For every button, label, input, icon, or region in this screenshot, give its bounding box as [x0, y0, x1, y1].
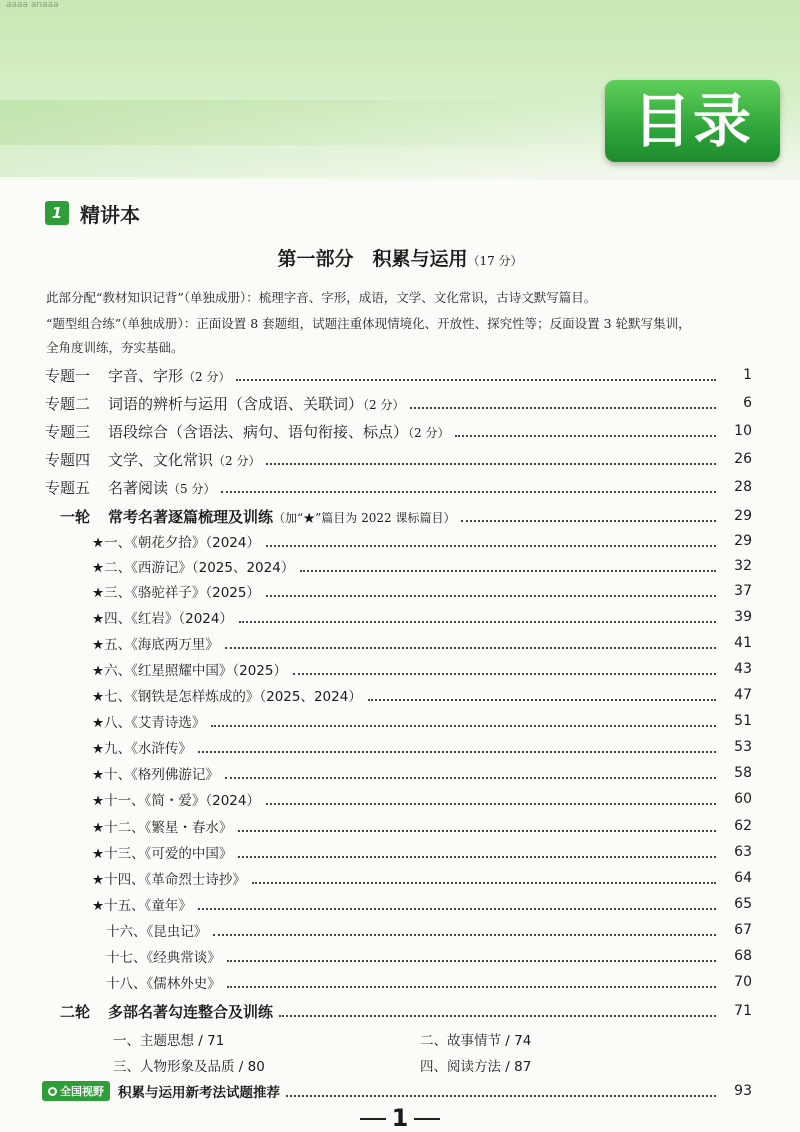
toc-book[interactable] — [0, 708, 800, 734]
topic-number: 专题一 — [45, 366, 91, 385]
leader-dots — [227, 986, 716, 988]
leader-dots — [300, 570, 716, 572]
header-faint-text: aaaa anaaa — [6, 0, 59, 10]
round2-sub[interactable]: 四、阅读方法 / 87 — [420, 1059, 532, 1075]
page-number: 67 — [734, 922, 752, 938]
book-title: ★十五、《童年》 — [92, 898, 192, 914]
round-title: 常考名著逐篇梳理及训练（加“★”篇目为 2022 课标篇目） — [108, 507, 456, 526]
round-number: 二轮 — [60, 1002, 91, 1021]
leader-dots — [236, 379, 716, 381]
round2-subs-row — [0, 1053, 800, 1075]
topic-title: 字音、字形（2 分） — [108, 366, 231, 385]
toc-round-1[interactable] — [0, 503, 800, 529]
dash-right — [414, 1118, 440, 1120]
toc-book[interactable] — [0, 969, 800, 995]
book-title: ★四、《红岩》（2024） — [92, 611, 233, 627]
leader-dots — [455, 435, 716, 437]
section-label: 精讲本 — [80, 203, 140, 227]
leader-dots — [368, 699, 716, 701]
page-number: 64 — [734, 870, 752, 886]
page-number: 1 — [743, 367, 752, 383]
leader-dots — [239, 621, 716, 623]
page-number: 29 — [734, 508, 752, 524]
page-number: 29 — [734, 533, 752, 549]
toc-book[interactable] — [0, 760, 800, 786]
leader-dots — [266, 595, 716, 597]
part-heading — [0, 244, 800, 271]
intro-line: “题型组合练”（单独成册）：正面设置 8 套题组，试题注重体现情境化、开放性、探究性等；反面设置 3 轮默写集训， — [46, 316, 691, 331]
toc-book[interactable] — [0, 786, 800, 812]
page-number: 47 — [734, 687, 752, 703]
toc-book[interactable] — [0, 917, 800, 943]
leader-dots — [286, 1095, 716, 1097]
book-title: ★三、《骆驼祥子》（2025） — [92, 585, 260, 601]
toc-book[interactable] — [0, 682, 800, 708]
page-number: 37 — [734, 583, 752, 599]
book-title: ★十、《格列佛游记》 — [92, 767, 219, 783]
book-title: ★七、《钢铁是怎样炼成的》（2025、2024） — [92, 689, 362, 705]
leader-dots — [238, 830, 716, 832]
book-title: ★八、《艾青诗选》 — [92, 715, 206, 731]
page-number: 26 — [734, 451, 752, 467]
book-title: 十六、《昆虫记》 — [106, 924, 208, 940]
topic-number: 专题二 — [45, 394, 91, 413]
toc-topic-4[interactable] — [0, 446, 800, 472]
national-badge: 全国视野 — [42, 1081, 110, 1101]
round2-sub[interactable]: 二、故事情节 / 74 — [420, 1033, 532, 1049]
page-number: 62 — [734, 818, 752, 834]
book-title: ★十三、《可爱的中国》 — [92, 846, 233, 862]
page-title: 目录 — [632, 87, 753, 155]
round2-subs-row — [0, 1027, 800, 1049]
book-title: ★十一、《简・爱》（2024） — [92, 793, 260, 809]
leader-dots — [221, 491, 716, 493]
leader-dots — [198, 751, 716, 753]
page-number: 68 — [734, 948, 752, 964]
toc-topic-3[interactable] — [0, 418, 800, 444]
toc-book[interactable] — [0, 865, 800, 891]
topic-title: 名著阅读（5 分） — [108, 478, 216, 497]
toc-book[interactable] — [0, 943, 800, 969]
page-number: 65 — [734, 896, 752, 912]
eye-icon — [48, 1087, 57, 1096]
page-number: 6 — [743, 395, 752, 411]
intro-line: 全角度训练，夯实基础。 — [46, 340, 184, 355]
toc-book[interactable] — [0, 553, 800, 579]
page-number: 63 — [734, 844, 752, 860]
book-title: ★九、《水浒传》 — [92, 741, 192, 757]
page-number: 58 — [734, 765, 752, 781]
page-number: 10 — [734, 423, 752, 439]
page-number: 70 — [734, 974, 752, 990]
intro-line: 此部分配“教材知识记背”（单独成册）：梳理字音、字形，成语，文学、文化常识，古诗文默写篇目。 — [46, 290, 597, 305]
leader-dots — [211, 725, 716, 727]
topic-number: 专题五 — [45, 478, 91, 497]
leader-dots — [198, 908, 716, 910]
page-number: 60 — [734, 791, 752, 807]
topic-number: 专题四 — [45, 450, 91, 469]
footer-page-number: 1 — [0, 1104, 800, 1132]
toc-book[interactable] — [0, 630, 800, 656]
toc-book[interactable] — [0, 578, 800, 604]
page-number: 32 — [734, 558, 752, 574]
leader-dots — [266, 463, 716, 465]
leader-dots — [410, 407, 716, 409]
toc-book[interactable] — [0, 734, 800, 760]
topic-number: 专题三 — [45, 422, 91, 441]
leader-dots — [225, 777, 716, 779]
book-number-icon: 1 — [45, 201, 69, 225]
toc-book[interactable] — [0, 528, 800, 554]
page-number: 51 — [734, 713, 752, 729]
page-number: 53 — [734, 739, 752, 755]
round-number: 一轮 — [60, 507, 91, 526]
dash-left — [360, 1118, 386, 1120]
national-title: 积累与运用新考法试题推荐 — [118, 1085, 280, 1101]
topic-title: 文学、文化常识（2 分） — [108, 450, 261, 469]
page-number: 43 — [734, 661, 752, 677]
book-title: ★五、《海底两万里》 — [92, 637, 219, 653]
toc-book[interactable] — [0, 604, 800, 630]
toc-book[interactable] — [0, 813, 800, 839]
toc-book[interactable] — [0, 839, 800, 865]
leader-dots — [266, 803, 716, 805]
book-title: 十八、《儒林外史》 — [106, 976, 221, 992]
book-title: ★一、《朝花夕拾》（2024） — [92, 535, 260, 551]
round2-sub[interactable]: 一、主题思想 / 71 — [113, 1033, 225, 1049]
toc-book[interactable] — [0, 656, 800, 682]
toc-topic-1[interactable] — [0, 362, 800, 388]
book-title: ★二、《西游记》（2025、2024） — [92, 560, 295, 576]
round-title: 多部名著勾连整合及训练 — [108, 1002, 274, 1021]
toc-topic-5[interactable] — [0, 474, 800, 500]
leader-dots — [213, 934, 716, 936]
leader-dots — [279, 1015, 716, 1017]
book-title: 十七、《经典常谈》 — [106, 950, 221, 966]
topic-title: 词语的辨析与运用（含成语、关联词）（2 分） — [108, 394, 405, 413]
toc-national[interactable] — [0, 1078, 800, 1104]
page-number: 71 — [734, 1003, 752, 1019]
header-decor-band — [0, 100, 610, 145]
book-title: ★十二、《繁星・春水》 — [92, 820, 233, 836]
leader-dots — [227, 960, 716, 962]
page-number: 41 — [734, 635, 752, 651]
leader-dots — [225, 647, 716, 649]
page-number: 93 — [734, 1083, 752, 1099]
book-title: ★十四、《革命烈士诗抄》 — [92, 872, 246, 888]
page-number: 28 — [734, 479, 752, 495]
leader-dots — [238, 856, 716, 858]
leader-dots — [461, 520, 716, 522]
toc-book[interactable] — [0, 891, 800, 917]
part-title: 第一部分 积累与运用 — [277, 248, 468, 270]
book-title: ★六、《红星照耀中国》（2025） — [92, 663, 287, 679]
leader-dots — [252, 882, 716, 884]
toc-topic-2[interactable] — [0, 390, 800, 416]
toc-round-2[interactable] — [0, 998, 800, 1024]
header-decor-band-2 — [0, 145, 560, 177]
part-points: （17 分） — [467, 254, 523, 268]
topic-title: 语段综合（含语法、病句、语句衔接、标点）（2 分） — [108, 422, 450, 441]
leader-dots — [266, 545, 716, 547]
page-number: 39 — [734, 609, 752, 625]
leader-dots — [293, 673, 716, 675]
round2-sub[interactable]: 三、人物形象及品质 / 80 — [113, 1059, 265, 1075]
